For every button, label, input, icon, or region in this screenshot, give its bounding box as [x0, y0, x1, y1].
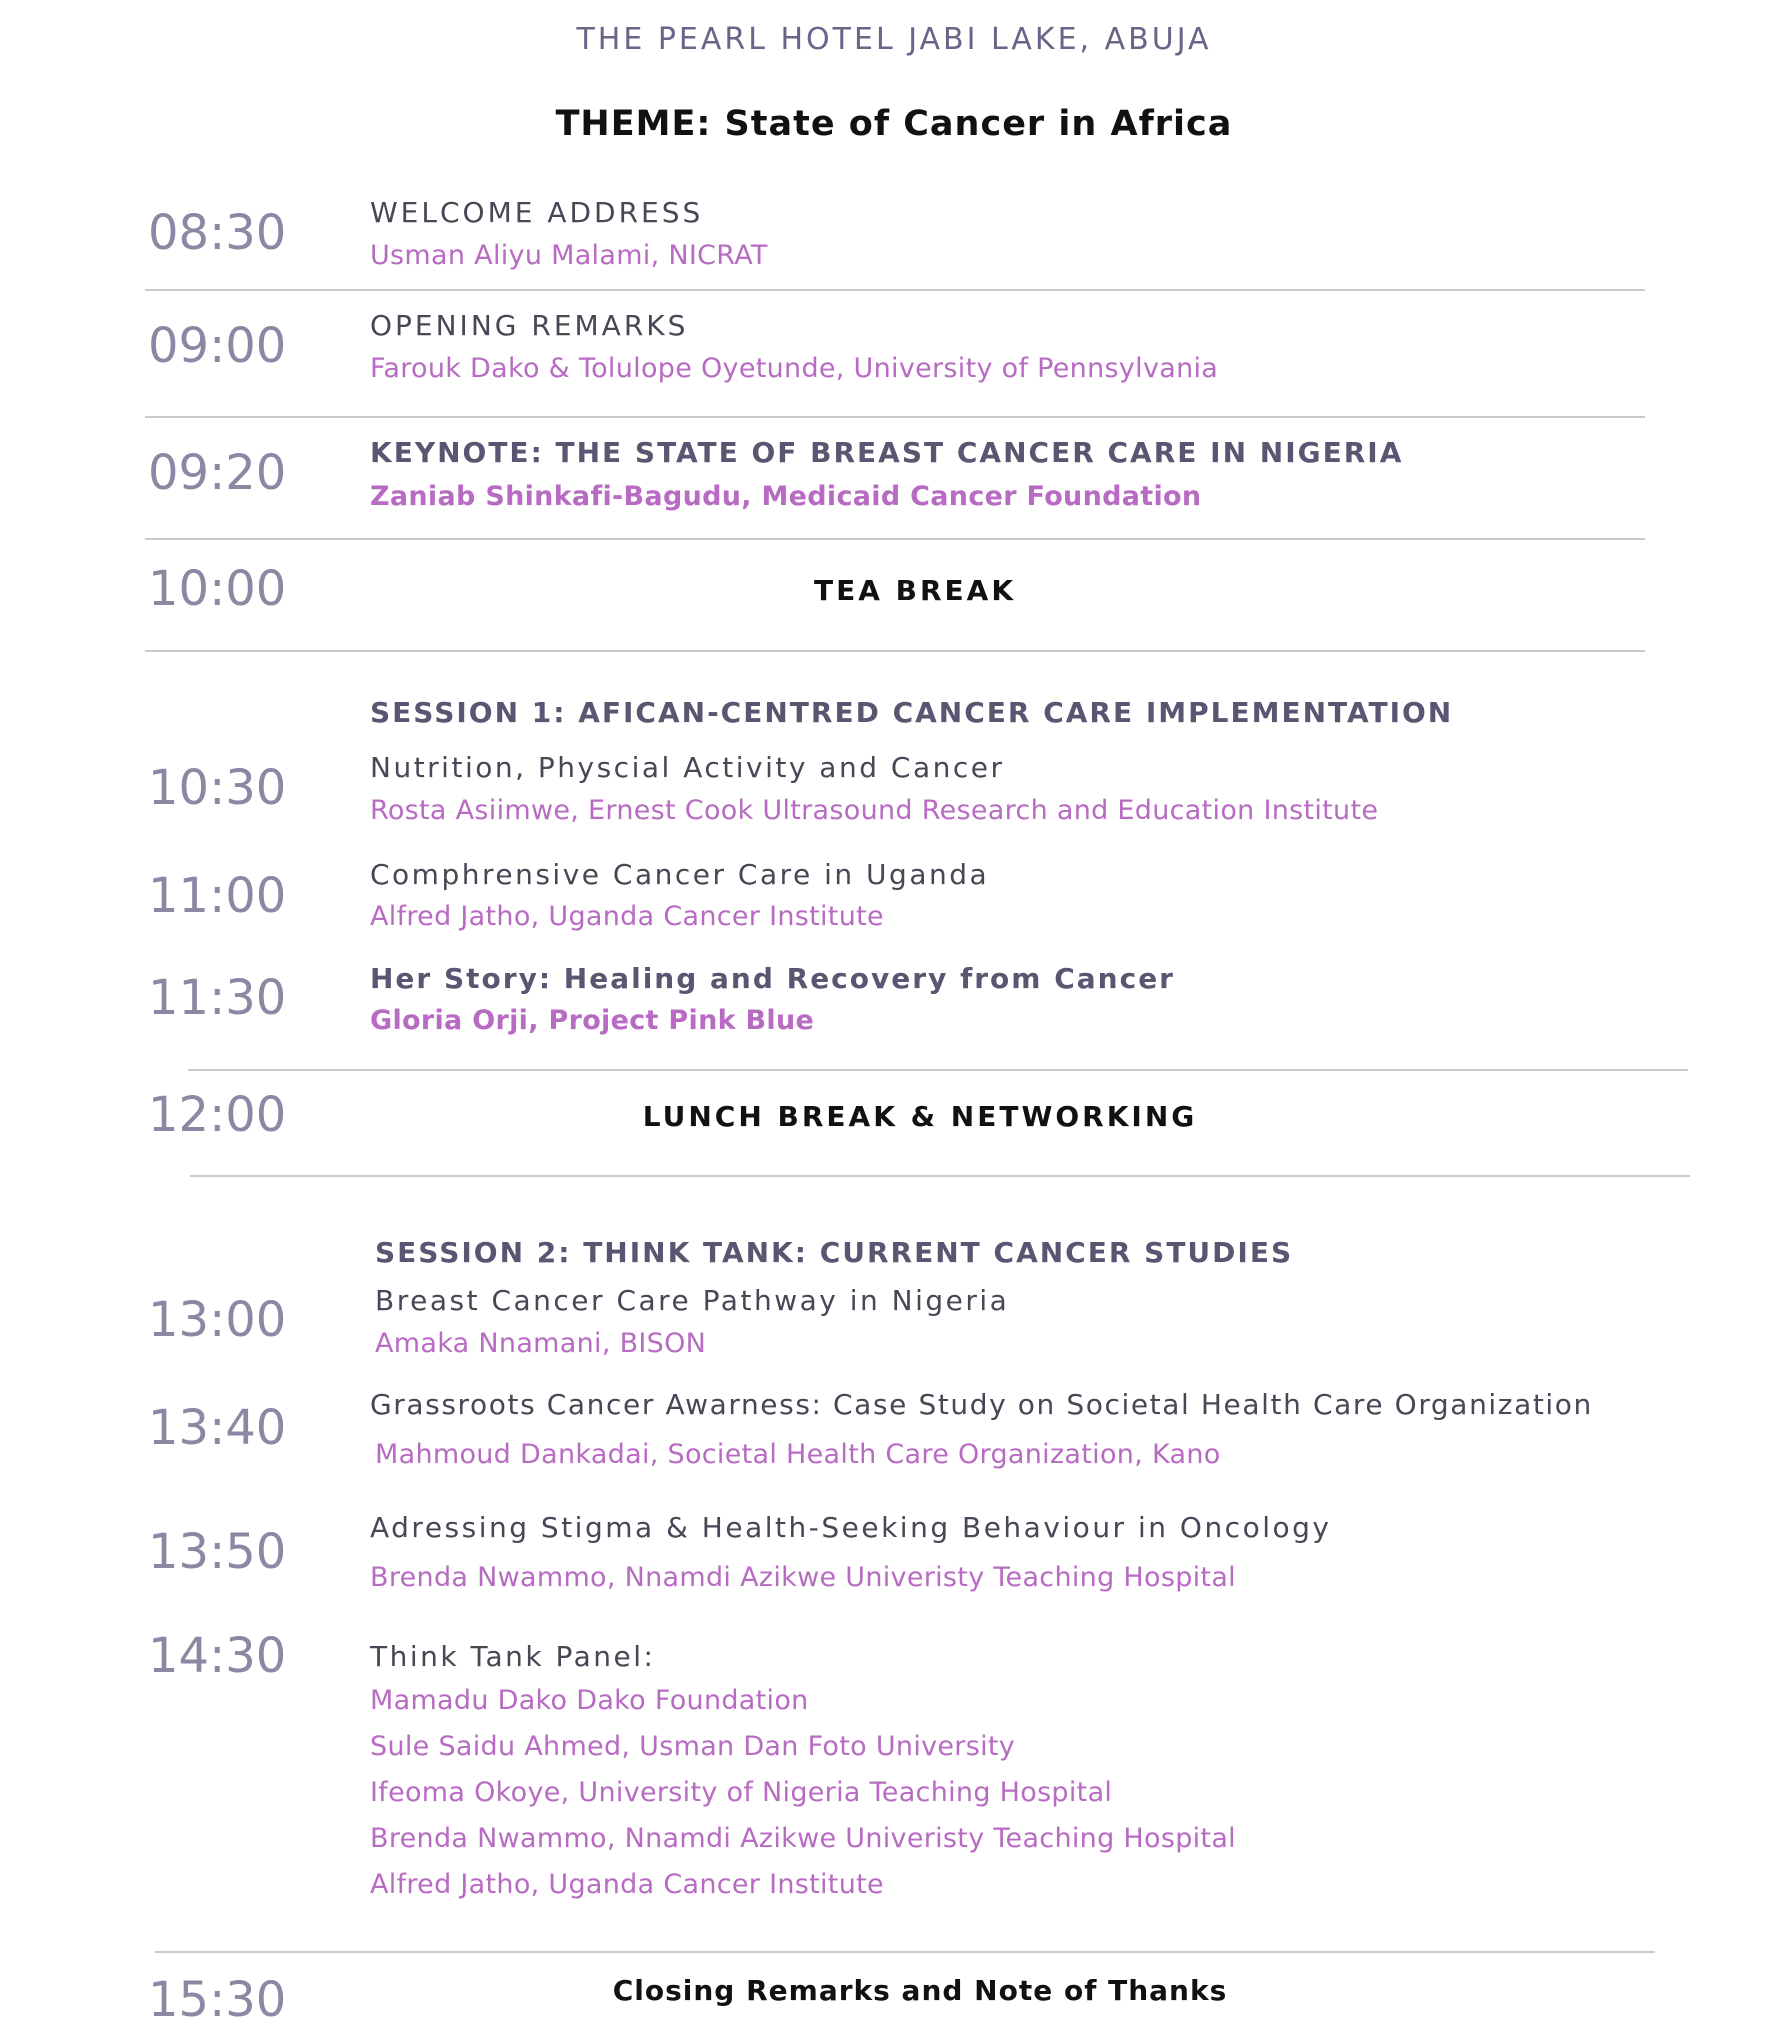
time-1200: 12:00 [148, 1087, 287, 1143]
divider [145, 289, 1645, 291]
time-1130: 11:30 [148, 970, 287, 1026]
panel-member: Alfred Jatho, Uganda Cancer Institute [370, 1869, 884, 1900]
tea-break-label: TEA BREAK [813, 574, 1017, 607]
talk-title: Her Story: Healing and Recovery from Cancer [370, 962, 1175, 995]
time-1340: 13:40 [148, 1400, 287, 1456]
talk-title: Grassroots Cancer Awarness: Case Study on Societal Health Care Organization [370, 1388, 1593, 1421]
lunch-break-label: LUNCH BREAK & NETWORKING [642, 1100, 1198, 1133]
divider [145, 538, 1645, 540]
talk-speaker: Alfred Jatho, Uganda Cancer Institute [370, 901, 884, 932]
talk-title: Nutrition, Physcial Activity and Cancer [370, 751, 1005, 784]
talk-title: Breast Cancer Care Pathway in Nigeria [375, 1284, 1010, 1317]
time-1430: 14:30 [148, 1628, 287, 1684]
panel-member: Mamadu Dako Dako Foundation [370, 1685, 809, 1716]
talk-title: Adressing Stigma & Health-Seeking Behaviour in Oncology [370, 1511, 1332, 1544]
panel-member: Brenda Nwammo, Nnamdi Azikwe Univeristy Teaching Hospital [370, 1823, 1236, 1854]
talk-speaker: Brenda Nwammo, Nnamdi Azikwe Univeristy Teaching Hospital [370, 1562, 1236, 1593]
divider [190, 1175, 1690, 1177]
session-1-heading: SESSION 1: AFICAN-CENTRED CANCER CARE IMPLEMENTATION [370, 696, 1454, 729]
venue: THE PEARL HOTEL JABI LAKE, ABUJA [576, 22, 1212, 57]
time-1100: 11:00 [148, 868, 287, 924]
time-1530: 15:30 [148, 1972, 287, 2028]
talk-speaker: Mahmoud Dankadai, Societal Health Care Organization, Kano [375, 1439, 1221, 1470]
time-1000: 10:00 [148, 561, 287, 617]
panel-member: Ifeoma Okoye, University of Nigeria Teaching Hospital [370, 1777, 1113, 1808]
time-1300: 13:00 [148, 1292, 287, 1348]
talk-speaker: Gloria Orji, Project Pink Blue [370, 1005, 815, 1036]
panel-title: Think Tank Panel: [370, 1640, 656, 1673]
item-speaker: Zaniab Shinkafi-Bagudu, Medicaid Cancer Foundation [370, 481, 1202, 512]
item-speaker: Usman Aliyu Malami, NICRAT [370, 240, 768, 271]
divider [145, 650, 1645, 652]
panel-member: Sule Saidu Ahmed, Usman Dan Foto University [370, 1731, 1016, 1762]
item-speaker: Farouk Dako & Tolulope Oyetunde, University of Pennsylvania [370, 353, 1219, 384]
time-1350: 13:50 [148, 1524, 287, 1580]
divider [155, 1951, 1655, 1953]
item-title: OPENING REMARKS [370, 309, 689, 342]
talk-speaker: Rosta Asiimwe, Ernest Cook Ultrasound Research and Education Institute [370, 795, 1379, 826]
divider [188, 1069, 1688, 1071]
theme-title: THEME: State of Cancer in Africa [555, 104, 1233, 144]
item-title: KEYNOTE: THE STATE OF BREAST CANCER CARE IN NIGERIA [370, 436, 1404, 469]
closing-label: Closing Remarks and Note of Thanks [612, 1974, 1228, 2007]
divider [145, 416, 1645, 418]
session-2-heading: SESSION 2: THINK TANK: CURRENT CANCER STUDIES [375, 1236, 1294, 1269]
time-1030: 10:30 [148, 760, 287, 816]
time-0920: 09:20 [148, 445, 287, 501]
item-title: WELCOME ADDRESS [370, 196, 704, 229]
talk-title: Comphrensive Cancer Care in Uganda [370, 858, 990, 891]
time-0900: 09:00 [148, 318, 287, 374]
talk-speaker: Amaka Nnamani, BISON [375, 1328, 707, 1359]
time-0830: 08:30 [148, 205, 287, 261]
